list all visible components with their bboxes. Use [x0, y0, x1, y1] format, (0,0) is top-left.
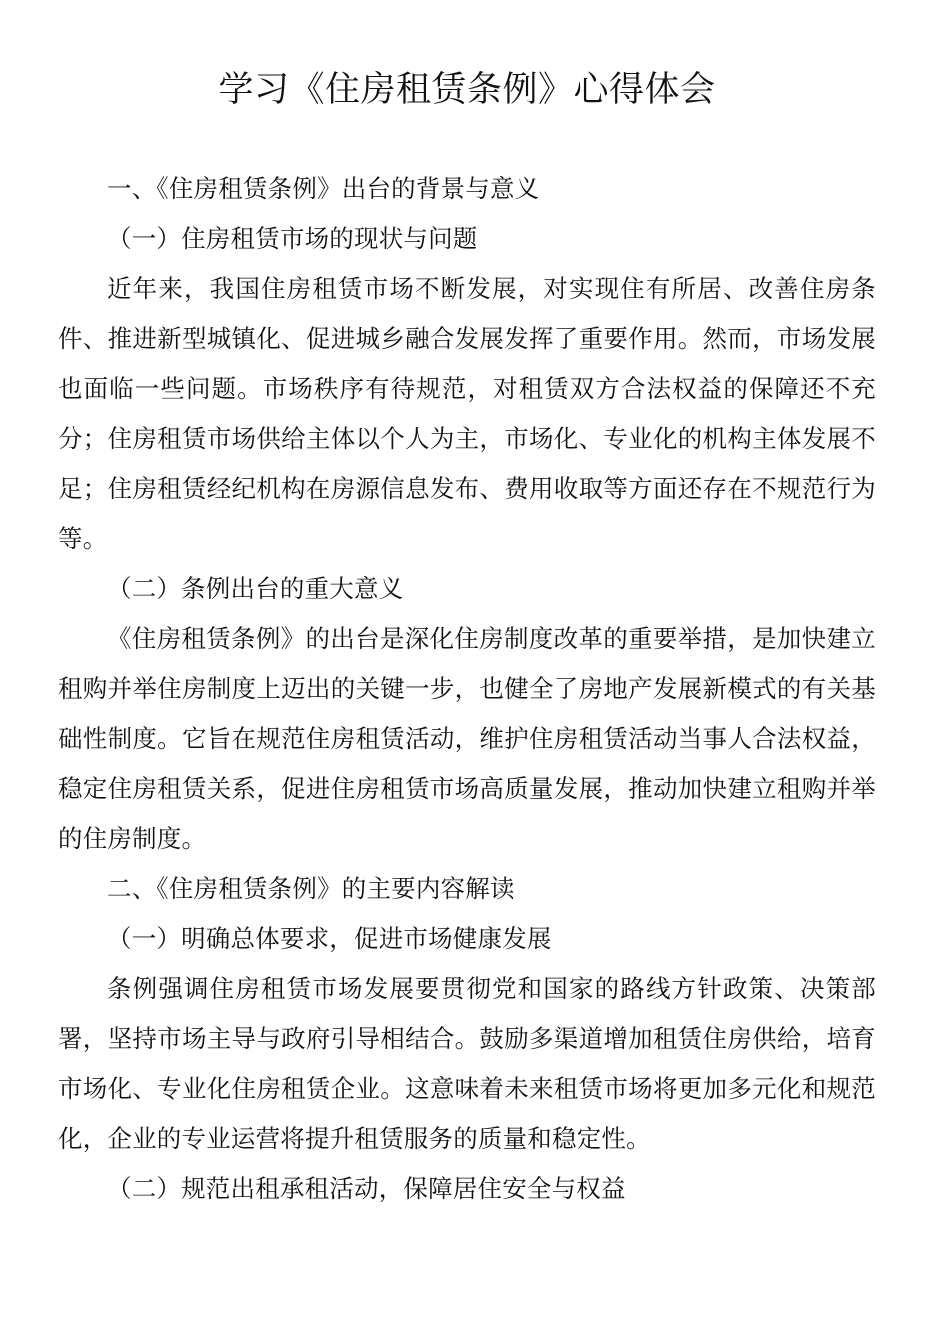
subsection-heading-1-2: （二）条例出台的重大意义 — [107, 574, 404, 603]
document-title: 学习《住房租赁条例》心得体会 — [218, 70, 716, 110]
body-paragraph: 《住房租赁条例》的出台是深化住房制度改革的重要举措，是加快建立租购并举住房制度上迈出的关键一步，也健全了房地产发展新模式的有关基础性制度。它旨在规范住房租赁活动，维护住房租赁活动当事人合法权益，稳定住房租赁关系，促进住房租赁市场高质量发展，推动加快建立租购并举的住房制度。 — [58, 624, 876, 853]
subsection-heading-1-1: （一）住房租赁市场的现状与问题 — [107, 224, 478, 253]
subsection-heading-2-1: （一）明确总体要求，促进市场健康发展 — [107, 924, 552, 953]
section-heading-2: 二、《住房租赁条例》的主要内容解读 — [107, 874, 515, 903]
body-paragraph: 近年来，我国住房租赁市场不断发展，对实现住有所居、改善住房条件、推进新型城镇化、促进城乡融合发展发挥了重要作用。然而，市场发展也面临一些问题。市场秩序有待规范，对租赁双方合法权益的保障还不充分；住房租赁市场供给主体以个人为主，市场化、专业化的机构主体发展不足；住房租赁经纪机构在房源信息发布、费用收取等方面还存在不规范行为等。 — [58, 274, 876, 553]
body-paragraph: 条例强调住房租赁市场发展要贯彻党和国家的路线方针政策、决策部署，坚持市场主导与政府引导相结合。鼓励多渠道增加租赁住房供给，培育市场化、专业化住房租赁企业。这意味着未来租赁市场将更加多元化和规范化，企业的专业运营将提升租赁服务的质量和稳定性。 — [58, 974, 876, 1153]
subsection-heading-2-2: （二）规范出租承租活动，保障居住安全与权益 — [107, 1174, 626, 1203]
section-heading-1: 一、《住房租赁条例》出台的背景与意义 — [107, 174, 540, 203]
document-body — [58, 164, 876, 1214]
